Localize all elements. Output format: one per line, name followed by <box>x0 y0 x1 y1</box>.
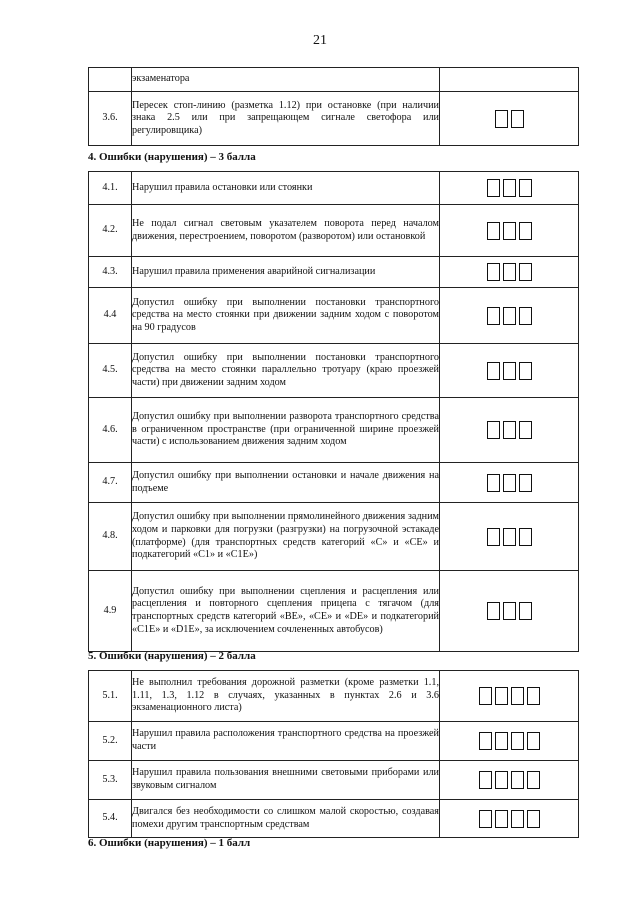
table-row <box>89 722 579 761</box>
checkbox-group <box>440 398 579 463</box>
checkbox-group <box>440 722 579 761</box>
section-5-table <box>88 670 579 838</box>
row-number: 4.2. <box>89 205 132 257</box>
table-row <box>89 503 579 571</box>
checkbox-group <box>440 288 579 344</box>
mark-box[interactable] <box>487 307 500 325</box>
mark-box[interactable] <box>519 474 532 492</box>
checkbox-group <box>440 800 579 838</box>
table-row <box>89 761 579 800</box>
mark-box[interactable] <box>519 179 532 197</box>
row-text: Допустил ошибку при выполнении постановки транспортного средства на место стоянки параллельно тротуару (краю проезжей части) при движении задним ходом <box>132 344 440 398</box>
mark-box[interactable] <box>519 528 532 546</box>
mark-box[interactable] <box>495 687 508 705</box>
checkbox-group <box>440 172 579 205</box>
mark-box[interactable] <box>495 810 508 828</box>
row-text: Допустил ошибку при выполнении остановки и начале движения на подъеме <box>132 463 440 503</box>
mark-box[interactable] <box>511 110 524 128</box>
table-row <box>89 257 579 288</box>
row-text: Допустил ошибку при выполнении прямолинейного движения задним ходом и парковки для погрузки (разгрузки) на погрузочной эстакаде (платформе) (для транспортных средств категорий «С» и «СЕ» и подкатегорий «С1» и «С1Е») <box>132 503 440 571</box>
mark-box[interactable] <box>519 263 532 281</box>
mark-box[interactable] <box>519 222 532 240</box>
mark-box[interactable] <box>495 771 508 789</box>
mark-box[interactable] <box>527 810 540 828</box>
row-number: 4.6. <box>89 398 132 463</box>
row-text: Нарушил правила применения аварийной сигнализации <box>132 257 440 288</box>
mark-box[interactable] <box>503 421 516 439</box>
row-text: Нарушил правила расположения транспортного средства на проезжей части <box>132 722 440 761</box>
checkbox-group <box>440 257 579 288</box>
row-number: 5.2. <box>89 722 132 761</box>
mark-box[interactable] <box>479 771 492 789</box>
mark-box[interactable] <box>519 421 532 439</box>
row-text: Нарушил правила пользования внешними световыми приборами или звуковым сигналом <box>132 761 440 800</box>
row-text: Допустил ошибку при выполнении сцепления и расцепления или расцепления и повторного сцепления прицепа с тягачом (для транспортных средств категорий «ВЕ», «СЕ» и «DE» и подкатегорий «С1Е» и «D1E», за исключением сочлененных автобусов) <box>132 571 440 652</box>
checkbox-group <box>440 761 579 800</box>
row-text: Не выполнил требования дорожной разметки (кроме разметки 1.1, 1.11, 1.3, 1.12 в случаях, указанных в пунктах 2.6 и 3.6 экзаменационного листа) <box>132 671 440 722</box>
mark-box[interactable] <box>487 474 500 492</box>
row-number <box>89 68 132 92</box>
mark-box[interactable] <box>503 222 516 240</box>
table-row <box>89 288 579 344</box>
mark-box[interactable] <box>527 771 540 789</box>
mark-box[interactable] <box>511 810 524 828</box>
mark-box[interactable] <box>503 474 516 492</box>
row-number: 4.3. <box>89 257 132 288</box>
table-row <box>89 205 579 257</box>
table-row <box>89 800 579 838</box>
row-text: Допустил ошибку при выполнении постановки транспортного средства на место стоянки при движении задним ходом с поворотом на 90 градусов <box>132 288 440 344</box>
row-number: 5.4. <box>89 800 132 838</box>
mark-box[interactable] <box>503 307 516 325</box>
row-text: Двигался без необходимости со слишком малой скоростью, создавая помехи другим транспортным средствам <box>132 800 440 838</box>
table-row <box>89 92 579 146</box>
section-4-table <box>88 171 579 652</box>
row-number: 3.6. <box>89 92 132 146</box>
mark-box[interactable] <box>511 732 524 750</box>
mark-box[interactable] <box>519 602 532 620</box>
mark-box[interactable] <box>527 687 540 705</box>
mark-box[interactable] <box>511 771 524 789</box>
mark-box[interactable] <box>487 602 500 620</box>
row-number: 5.3. <box>89 761 132 800</box>
row-text: Нарушил правила остановки или стоянки <box>132 172 440 205</box>
row-text: экзаменатора <box>132 68 440 92</box>
mark-box[interactable] <box>519 307 532 325</box>
row-text: Пересек стоп-линию (разметка 1.12) при остановке (при наличии знака 2.5 или при запрещающем сигнале светофора или регулировщика) <box>132 92 440 146</box>
mark-box[interactable] <box>487 528 500 546</box>
mark-box[interactable] <box>487 263 500 281</box>
table-row <box>89 571 579 652</box>
mark-box[interactable] <box>503 362 516 380</box>
row-number: 4.4 <box>89 288 132 344</box>
mark-box[interactable] <box>503 263 516 281</box>
table-row <box>89 463 579 503</box>
checkbox-group <box>440 92 579 146</box>
mark-box[interactable] <box>487 421 500 439</box>
mark-box[interactable] <box>503 179 516 197</box>
checkbox-group <box>440 503 579 571</box>
continuation-table <box>88 67 579 146</box>
checkbox-group <box>440 68 579 92</box>
row-number: 4.9 <box>89 571 132 652</box>
row-text: Допустил ошибку при выполнении разворота транспортного средства в ограниченном пространстве (при ограниченной ширине проезжей части) с использованием движения задним ходом <box>132 398 440 463</box>
page-number: 21 <box>313 33 327 48</box>
checkbox-group <box>440 344 579 398</box>
table-row <box>89 172 579 205</box>
checkbox-group <box>440 463 579 503</box>
table-row <box>89 344 579 398</box>
section-4-heading: 4. Ошибки (нарушения) – 3 балла <box>88 151 256 163</box>
row-number: 4.8. <box>89 503 132 571</box>
table-row <box>89 68 579 92</box>
checkbox-group <box>440 205 579 257</box>
table-row <box>89 398 579 463</box>
section-5-heading: 5. Ошибки (нарушения) – 2 балла <box>88 650 256 662</box>
mark-box[interactable] <box>487 222 500 240</box>
mark-box[interactable] <box>519 362 532 380</box>
mark-box[interactable] <box>487 362 500 380</box>
row-number: 4.5. <box>89 344 132 398</box>
row-number: 5.1. <box>89 671 132 722</box>
section-6-heading: 6. Ошибки (нарушения) – 1 балл <box>88 837 251 849</box>
row-number: 4.7. <box>89 463 132 503</box>
mark-box[interactable] <box>503 602 516 620</box>
mark-box[interactable] <box>479 732 492 750</box>
mark-box[interactable] <box>527 732 540 750</box>
mark-box[interactable] <box>495 110 508 128</box>
row-number: 4.1. <box>89 172 132 205</box>
mark-box[interactable] <box>503 528 516 546</box>
mark-box[interactable] <box>511 687 524 705</box>
table-row <box>89 671 579 722</box>
mark-box[interactable] <box>487 179 500 197</box>
mark-box[interactable] <box>479 810 492 828</box>
row-text: Не подал сигнал световым указателем поворота перед началом движения, перестроением, поворотом (разворотом) или остановкой <box>132 205 440 257</box>
checkbox-group <box>440 671 579 722</box>
mark-box[interactable] <box>495 732 508 750</box>
checkbox-group <box>440 571 579 652</box>
mark-box[interactable] <box>479 687 492 705</box>
